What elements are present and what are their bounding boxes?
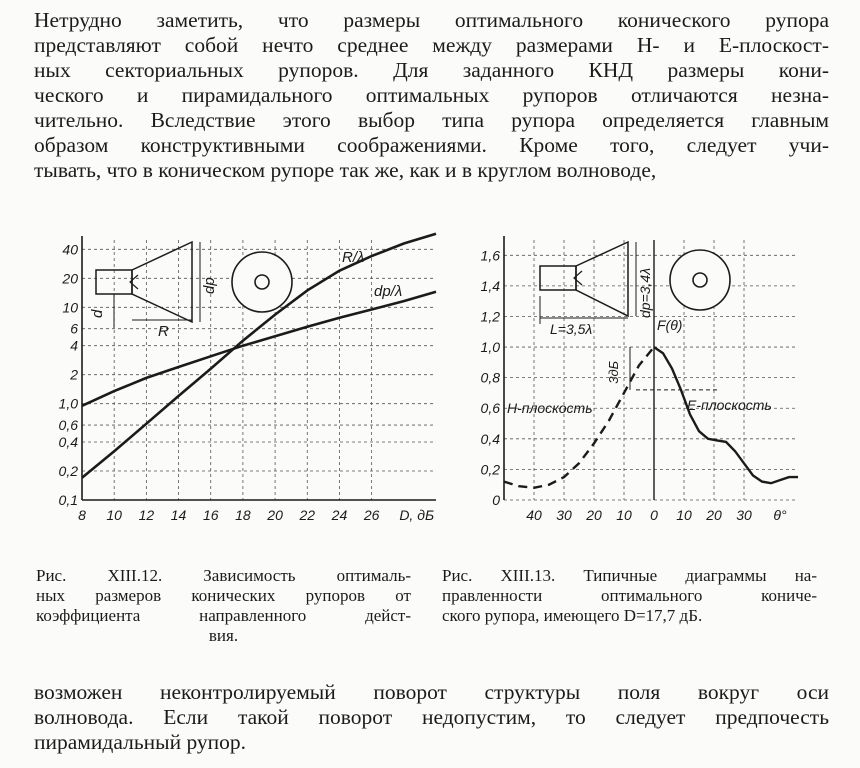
paragraph-line: пирамидальный рупор.: [34, 730, 247, 754]
y-tick-label: 1,0: [58, 395, 78, 412]
series-line-h-plane: [504, 347, 654, 488]
caption-line: ского рупора, имеющего D=17,7 дБ.: [442, 606, 703, 625]
x-tick-label: 16: [202, 507, 219, 523]
f-theta-label: F(θ): [657, 317, 683, 334]
x-tick-label: 20: [706, 507, 722, 523]
x-tick-label: 40: [526, 507, 542, 523]
y-tick-label: 0,8: [480, 369, 500, 386]
caption-line: Рис. XIII.13. Типичные диаграммы на-: [442, 566, 817, 585]
inset-label-d: d: [89, 309, 106, 318]
horn-shape: [132, 242, 192, 322]
x-tick-label: 10: [676, 507, 692, 523]
caption-line: Рис. XIII.12. Зависимость оптималь-: [36, 566, 411, 585]
x-axis-label: θ°: [773, 507, 787, 523]
y-tick-label: 0,2: [480, 461, 500, 478]
y-tick-label: 0,1: [58, 492, 78, 508]
series-label-e-plane: E-плоскость: [687, 397, 772, 414]
y-tick-label: 10: [62, 299, 78, 316]
y-tick-label: 1,0: [480, 339, 500, 356]
y-tick-label: 20: [62, 270, 78, 287]
y-tick-label: 0: [492, 492, 500, 508]
paragraph-line: Нетрудно заметить, что размеры оптимального конического рупора: [34, 8, 829, 32]
x-tick-label: 10: [106, 507, 122, 523]
paragraph-line: волновода. Если такой поворот недопустим, то следует предпочесть: [34, 705, 829, 729]
x-tick-label: 18: [235, 507, 251, 523]
x-axis-label: D, дБ: [399, 507, 435, 523]
chart-13: [478, 228, 818, 528]
inset-label-r: R: [158, 323, 169, 340]
x-tick-label: 8: [78, 507, 86, 523]
caption-line: вия.: [208, 626, 239, 645]
x-tick-label: 30: [556, 507, 572, 523]
feed-probe: [574, 271, 582, 285]
chart-12: [52, 228, 452, 528]
series-label-h-plane: H-плоскость: [507, 400, 593, 417]
series-label-dp: dp/λ: [374, 283, 403, 300]
figure-13-caption: [442, 566, 817, 626]
aperture-circle-outer: [232, 252, 292, 312]
x-tick-label: 24: [331, 507, 348, 523]
paragraph-top: [34, 8, 829, 183]
caption-line: коэффициента направленного дейст-: [36, 606, 411, 625]
x-tick-label: 0: [650, 507, 658, 523]
x-tick-label: 12: [138, 507, 155, 523]
y-tick-label: 0,6: [480, 400, 500, 417]
figure-12-caption: [36, 566, 411, 646]
y-tick-label: 0,4: [480, 430, 500, 447]
y-tick-label: 0,2: [58, 463, 78, 480]
y-tick-label: 0,4: [58, 434, 78, 451]
x-tick-label: 20: [267, 507, 283, 523]
waveguide-shape: [540, 266, 576, 290]
aperture-circle-outer: [670, 250, 730, 310]
paragraph-line: образом конструктивными соображениями. Кроме того, следует учи-: [34, 133, 829, 157]
paragraph-line: представляют собой нечто среднее между размерами H- и E-плоскост-: [34, 33, 829, 57]
y-tick-label: 4: [70, 337, 78, 354]
paragraph-line: ческого и пирамидального оптимальных рупоров отличаются незна-: [34, 83, 829, 107]
y-tick-label: 1,2: [480, 308, 500, 325]
inset-label-dp: dp: [201, 277, 218, 294]
feed-probe: [130, 275, 138, 289]
paragraph-line: ных секториальных рупоров. Для заданного КНД размеры кони-: [34, 58, 829, 82]
horn-inset: [540, 242, 730, 337]
series-label-r: R/λ: [342, 249, 365, 266]
x-tick-label: 10: [616, 507, 632, 523]
caption-line: правленности оптимального кониче-: [442, 586, 817, 605]
x-tick-label: 30: [736, 507, 752, 523]
figure-13: [478, 228, 818, 528]
y-tick-label: 1,6: [480, 247, 500, 264]
y-tick-label: 6: [70, 320, 78, 337]
inset-label-l: L=3,5λ: [550, 321, 593, 337]
series-line-e-plane: [654, 347, 798, 483]
y-tick-label: 40: [62, 241, 78, 258]
db3-label: 3дБ: [606, 360, 621, 384]
paragraph-bottom: [34, 680, 829, 755]
paragraph-line: возможен неконтролируемый поворот структуры поля вокруг оси: [34, 680, 829, 704]
x-tick-label: 20: [586, 507, 602, 523]
y-tick-label: 2: [70, 366, 78, 383]
y-tick-label: 1,4: [480, 277, 500, 294]
x-tick-label: 22: [299, 507, 316, 523]
inset-label-dp: dp=3,4λ: [637, 267, 653, 318]
horn-shape: [576, 242, 628, 316]
y-tick-label: 0,6: [58, 417, 78, 434]
x-tick-label: 26: [363, 507, 380, 523]
x-tick-label: 14: [170, 507, 187, 523]
caption-line: ных размеров конических рупоров от: [36, 586, 411, 605]
paragraph-line: тывать, что в коническом рупоре так же, как и в круглом волноводе,: [34, 158, 657, 182]
paragraph-line: чительно. Вследствие этого выбор типа рупора определяется главным: [34, 108, 829, 132]
figure-12: [52, 228, 452, 528]
